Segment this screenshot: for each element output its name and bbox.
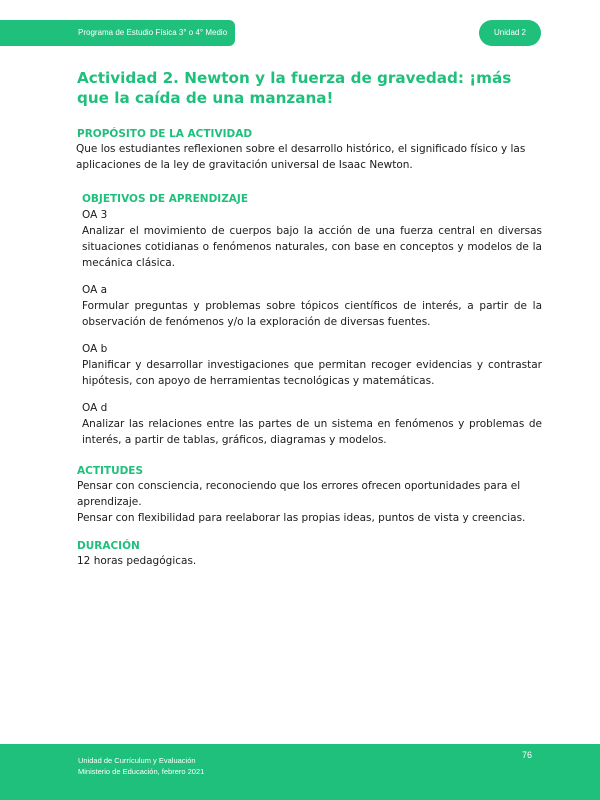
footer-ministry: Ministerio de Educación, febrero 2021	[78, 767, 205, 776]
objective-code: OA a	[82, 284, 108, 296]
footer-unit: Unidad de Currículum y Evaluación	[78, 756, 196, 765]
objective-code: OA 3	[82, 209, 108, 221]
objectives-heading: OBJETIVOS DE APRENDIZAJE	[82, 193, 249, 205]
objective-code: OA b	[82, 343, 108, 355]
purpose-text: Que los estudiantes reflexionen sobre el desarrollo histórico, el significado físico y las aplicaciones de la ley de gravitación universal de Isaac Newton.	[76, 143, 526, 171]
duration-heading: DURACIÓN	[77, 540, 140, 552]
objectives-section	[77, 193, 542, 448]
main-content	[77, 68, 542, 569]
objective-text: Analizar el movimiento de cuerpos bajo la acción de una fuerza central en diversas situaciones cotidianas o fenómenos naturales, con base en conceptos y modelos de la mecánica clásica.	[82, 225, 542, 269]
program-title: Programa de Estudio Física 3° o 4° Medio	[78, 28, 228, 37]
objective-item	[82, 341, 542, 389]
footer	[0, 744, 600, 800]
objective-text: Analizar las relaciones entre las partes de un sistema en fenómenos y problemas de interés, a partir de tablas, gráficos, diagramas y modelos.	[82, 418, 542, 446]
duration-section	[77, 540, 542, 569]
objective-item	[82, 400, 542, 448]
purpose-section	[77, 128, 542, 173]
page-number: 76	[522, 750, 533, 760]
attitude-line: Pensar con flexibilidad para reelaborar las propias ideas, puntos de vista y creencias.	[77, 512, 526, 524]
objective-item	[82, 282, 542, 330]
header-bar	[0, 20, 235, 46]
activity-title: Actividad 2. Newton y la fuerza de gravedad: ¡más que la caída de una manzana!	[77, 69, 512, 107]
objective-text: Planificar y desarrollar investigaciones que permitan recoger evidencias y contrastar hipótesis, con apoyo de herramientas tecnológicas y matemáticas.	[82, 359, 542, 387]
objective-text: Formular preguntas y problemas sobre tópicos científicos de interés, a partir de la observación de fenómenos y/o la exploración de diversas fuentes.	[82, 300, 542, 328]
attitudes-section	[77, 465, 542, 526]
attitude-line: Pensar con consciencia, reconociendo que los errores ofrecen oportunidades para el aprendizaje.	[77, 480, 521, 508]
duration-text: 12 horas pedagógicas.	[77, 555, 197, 567]
unit-badge: Unidad 2	[479, 20, 541, 46]
objective-item	[82, 207, 542, 271]
attitudes-heading: ACTITUDES	[77, 465, 144, 477]
objective-code: OA d	[82, 402, 108, 414]
purpose-heading: PROPÓSITO DE LA ACTIVIDAD	[77, 128, 253, 140]
